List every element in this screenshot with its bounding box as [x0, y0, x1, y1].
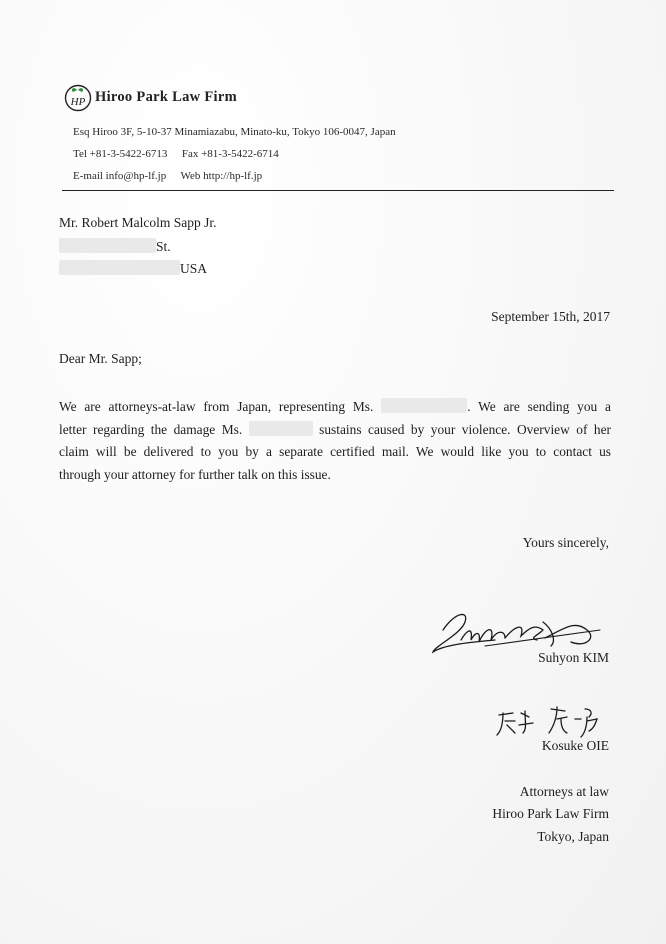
- body-line: through your attorney for further talk on this issue.: [59, 466, 331, 482]
- footer-firm: Hiroo Park Law Firm: [492, 806, 609, 821]
- firm-web: Web http://hp-lf.jp: [180, 170, 263, 182]
- footer-city: Tokyo, Japan: [537, 829, 609, 844]
- body-line: claim will be delivered to you by a separate certified mail. We would like you to contact us: [59, 444, 611, 459]
- signatory-1-name: Suhyon KIM: [538, 650, 609, 665]
- recipient-country: USA: [180, 261, 208, 276]
- handwritten-signature-oie: [495, 703, 605, 739]
- firm-logo-icon: [64, 84, 92, 112]
- salutation: Dear Mr. Sapp;: [59, 351, 142, 366]
- letter-date: September 15th, 2017: [491, 309, 610, 324]
- firm-contact-line: [73, 170, 262, 182]
- letterhead-divider: [62, 190, 614, 191]
- body-line: We are attorneys-at-law from Japan, representing Ms. . We are sending you a: [59, 399, 611, 414]
- body-line: letter regarding the damage Ms. sustains caused by your violence. Overview of her: [59, 421, 611, 437]
- recipient-country-line: [59, 260, 207, 277]
- firm-phone-line: [73, 148, 279, 160]
- recipient-street-suffix: St.: [156, 239, 171, 254]
- svg-text:HP: HP: [70, 96, 86, 108]
- firm-email: E-mail info@hp-lf.jp: [73, 170, 167, 182]
- firm-name: Hiroo Park Law Firm: [95, 89, 237, 105]
- footer-title: Attorneys at law: [519, 784, 609, 799]
- signatory-2-name: Kosuke OIE: [541, 738, 609, 753]
- redacted-city: [59, 260, 180, 275]
- letter-body: [59, 396, 611, 486]
- firm-address: Esq Hiroo 3F, 5-10-37 Minamiazabu, Minato-ku, Tokyo 106-0047, Japan: [73, 126, 396, 138]
- firm-fax: Fax +81-3-5422-6714: [181, 148, 279, 160]
- firm-tel: Tel +81-3-5422-6713: [73, 148, 168, 160]
- redacted-client-name: [249, 421, 313, 436]
- redacted-street: [59, 238, 156, 253]
- recipient-street-line: [59, 238, 171, 255]
- closing: Yours sincerely,: [522, 535, 609, 550]
- redacted-client-name: [381, 398, 467, 413]
- recipient-name: Mr. Robert Malcolm Sapp Jr.: [59, 215, 217, 230]
- letterhead-logo: [64, 84, 294, 114]
